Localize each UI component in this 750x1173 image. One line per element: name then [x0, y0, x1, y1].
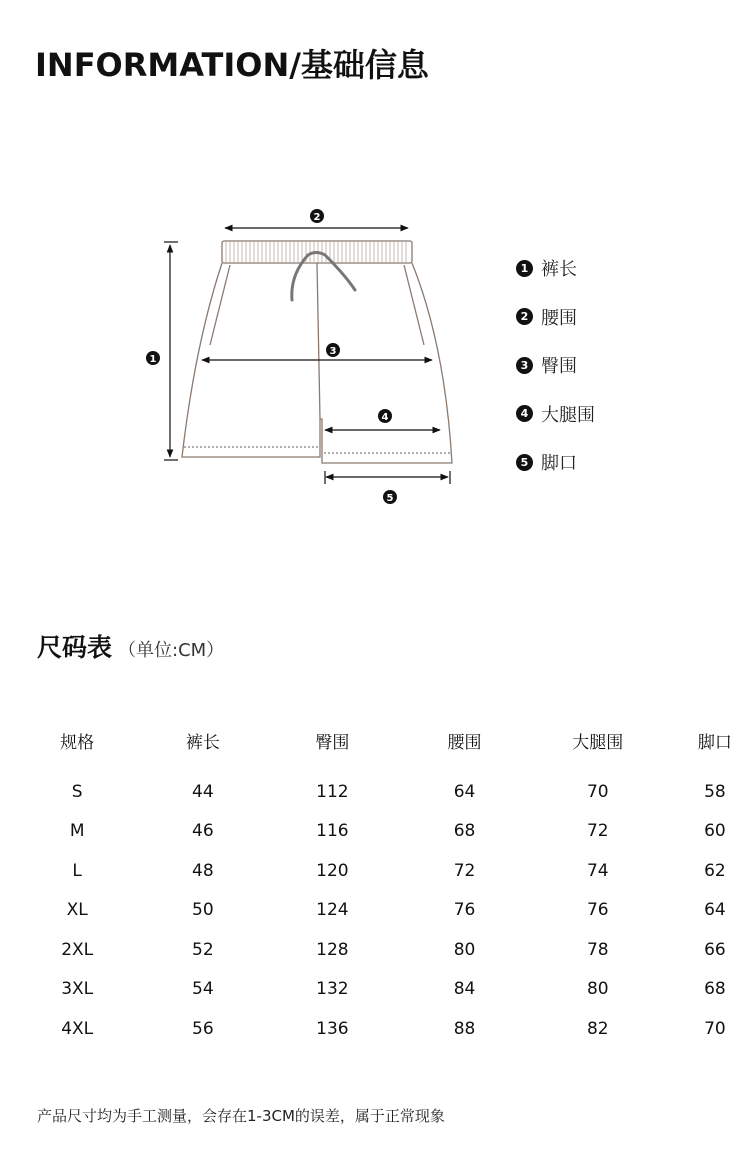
- table-cell: 46: [192, 821, 214, 842]
- table-cell: 62: [704, 860, 726, 881]
- header-cell: 臀围: [315, 732, 350, 753]
- legend-item-hem: [516, 438, 595, 487]
- table-cell: 54: [192, 979, 214, 1000]
- table-row: [0, 930, 750, 970]
- number-badge: 2: [516, 308, 533, 325]
- legend-label: 臀围: [541, 356, 577, 378]
- size-chart-title: 尺码表: [37, 633, 113, 662]
- table-cell: 116: [316, 821, 349, 842]
- table-cell: 124: [316, 900, 349, 921]
- table-cell: 72: [586, 821, 609, 842]
- table-cell: 52: [192, 939, 214, 960]
- number-badge: 1: [516, 260, 533, 277]
- table-row: [0, 772, 750, 812]
- marker-3: 3: [329, 346, 337, 357]
- legend-label: 裤长: [541, 259, 577, 281]
- header-cell: 规格: [60, 732, 95, 753]
- legend-label: 腰围: [541, 307, 577, 329]
- header-cell: 腰围: [447, 732, 482, 753]
- table-cell: 56: [192, 1018, 214, 1039]
- table-row: [0, 891, 750, 931]
- table-cell: 120: [316, 860, 349, 881]
- table-cell: L: [72, 860, 82, 881]
- table-cell: 48: [192, 860, 214, 881]
- header-cell: 大腿围: [572, 732, 624, 753]
- table-row: [0, 1009, 750, 1049]
- legend-item-thigh: [516, 390, 595, 439]
- table-cell: 4XL: [61, 1018, 94, 1039]
- number-badge: 5: [516, 454, 533, 471]
- table-cell: 88: [453, 1018, 476, 1039]
- legend-item-length: [516, 244, 595, 293]
- table-cell: 112: [316, 781, 349, 802]
- table-cell: 58: [704, 781, 726, 802]
- table-row: [0, 812, 750, 852]
- table-cell: S: [71, 781, 83, 802]
- marker-2: 2: [313, 212, 321, 223]
- table-cell: M: [69, 821, 85, 842]
- shorts-measurement-diagram: [140, 195, 480, 515]
- page-title: INFORMATION/基础信息: [35, 46, 429, 84]
- measurement-legend: [516, 244, 595, 487]
- marker-1: 1: [149, 354, 157, 365]
- table-cell: 136: [316, 1018, 349, 1039]
- table-cell: 76: [586, 900, 609, 921]
- table-cell: 128: [316, 939, 349, 960]
- table-cell: 68: [453, 821, 476, 842]
- table-cell: 60: [704, 821, 726, 842]
- marker-4: 4: [381, 412, 389, 423]
- table-cell: 2XL: [61, 939, 94, 960]
- table-cell: 78: [586, 939, 609, 960]
- table-cell: 44: [192, 781, 214, 802]
- table-cell: 132: [316, 979, 349, 1000]
- size-table: [0, 720, 750, 1049]
- table-cell: 50: [192, 900, 214, 921]
- drawstring: [292, 253, 355, 301]
- size-chart-unit: （单位:CM）: [118, 640, 225, 661]
- table-cell: 84: [453, 979, 476, 1000]
- table-cell: 64: [453, 781, 476, 802]
- table-cell: 70: [586, 781, 609, 802]
- size-chart-heading: [37, 628, 224, 664]
- table-cell: 64: [704, 900, 726, 921]
- header-cell: 脚口: [697, 732, 732, 753]
- table-cell: 66: [704, 939, 726, 960]
- marker-5: 5: [386, 493, 394, 504]
- legend-label: 脚口: [541, 453, 577, 475]
- table-cell: 74: [586, 860, 609, 881]
- table-cell: 70: [704, 1018, 726, 1039]
- legend-item-hip: [516, 341, 595, 390]
- table-cell: 68: [704, 979, 726, 1000]
- table-cell: 80: [453, 939, 476, 960]
- table-cell: 82: [586, 1018, 609, 1039]
- table-row: [0, 970, 750, 1010]
- header-cell: 裤长: [185, 732, 220, 753]
- table-cell: 72: [453, 860, 476, 881]
- legend-label: 大腿围: [541, 404, 595, 426]
- table-header-row: [0, 720, 750, 760]
- table-cell: 76: [453, 900, 476, 921]
- number-badge: 4: [516, 405, 533, 422]
- number-badge: 3: [516, 357, 533, 374]
- table-cell: 80: [586, 979, 609, 1000]
- table-cell: 3XL: [61, 979, 94, 1000]
- table-row: [0, 851, 750, 891]
- measurement-note: 产品尺寸均为手工测量，会存在1-3CM的误差，属于正常现象: [37, 1107, 445, 1125]
- table-cell: XL: [66, 900, 88, 921]
- legend-item-waist: [516, 293, 595, 342]
